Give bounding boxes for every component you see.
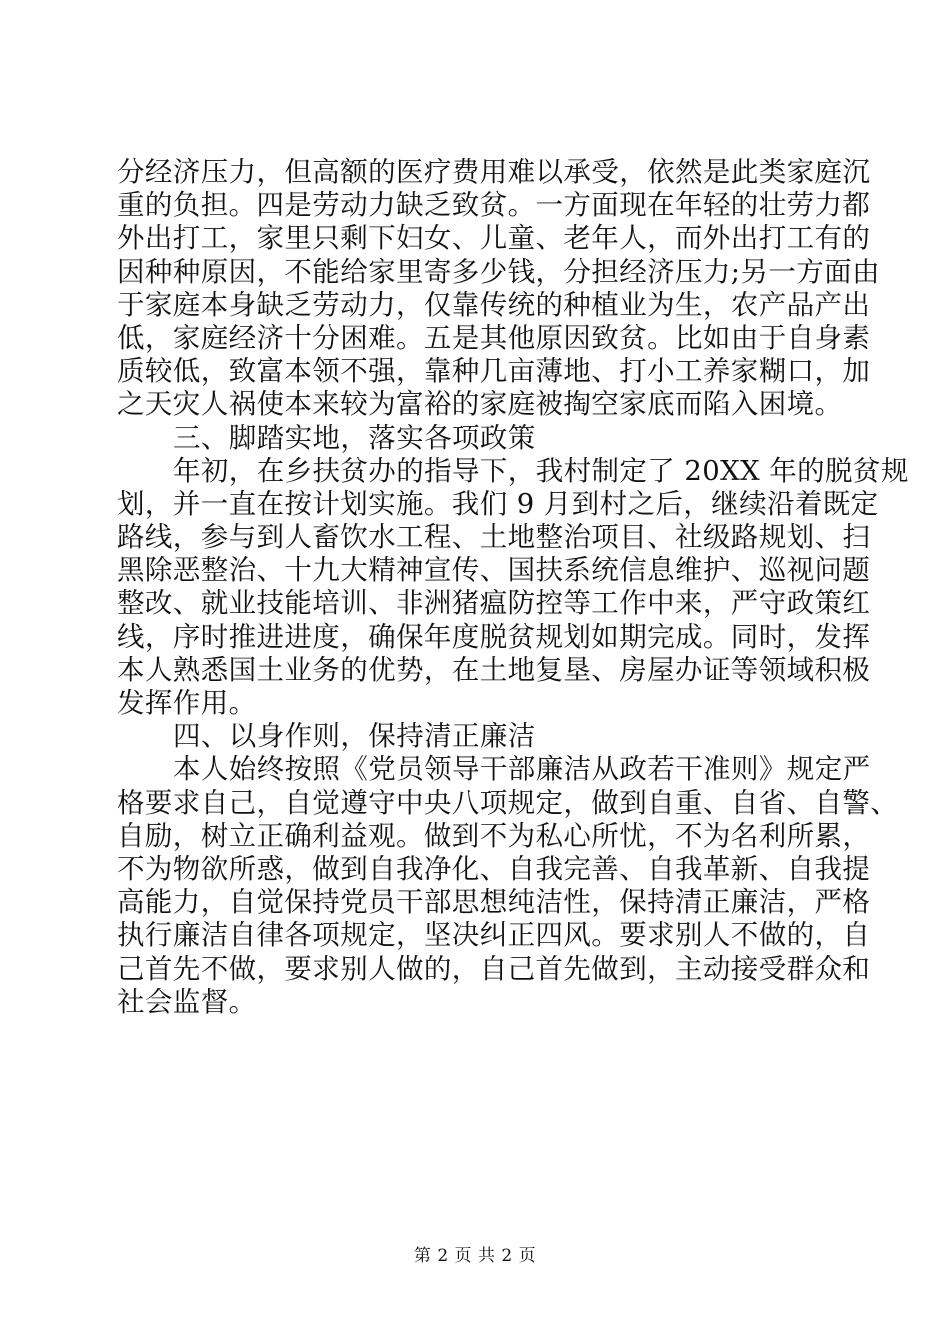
page-footer: 第 2 页 共 2 页 [413,1246,537,1266]
text-line: 划，并一直在按计划实施。我们 9 月到村之后，继续沿着既定 [117,487,879,520]
document-body [117,156,909,1019]
text-line: 重的负担。四是劳动力缺乏致贫。一方面现在年轻的壮劳力都 [117,189,871,222]
paragraph [117,753,899,1019]
text-line: 本人始终按照《党员领导干部廉洁从政若干准则》规定严 [173,753,871,786]
text-line: 低，家庭经济十分困难。五是其他原因致贫。比如由于自身素 [117,321,871,354]
text-line: 之天灾人祸使本来较为富裕的家庭被掏空家底而陷入困境。 [117,388,843,421]
text-line: 格要求自己，自觉遵守中央八项规定，做到自重、自省、自警、 [117,786,899,819]
text-line: 质较低，致富本领不强，靠种几亩薄地、打小工养家糊口，加 [117,355,871,388]
text-line: 分经济压力，但高额的医疗费用难以承受，依然是此类家庭沉 [117,156,871,188]
text-line: 四、以身作则，保持清正廉洁 [173,720,536,753]
text-line: 执行廉洁自律各项规定，坚决纠正四风。要求别人不做的，自 [117,919,871,952]
text-line: 年初，在乡扶贫办的指导下，我村制定了 20XX 年的脱贫规 [173,454,909,487]
text-line: 三、脚踏实地，落实各项政策 [173,421,536,454]
paragraph [117,422,837,455]
text-line: 己首先不做，要求别人做的，自己首先做到，主动接受群众和 [117,952,871,985]
text-line: 黑除恶整治、十九大精神宣传、国扶系统信息维护、巡视问题 [117,554,871,587]
text-line: 整改、就业技能培训、非洲猪瘟防控等工作中来，严守政策红 [117,587,871,620]
paragraph [117,454,909,721]
text-line: 本人熟悉国土业务的优势，在土地复垦、房屋办证等领域积极 [117,653,871,686]
paragraph [117,156,880,422]
text-line: 线，序时推进进度，确保年度脱贫规划如期完成。同时，发挥 [117,620,871,653]
text-line: 不为物欲所惑，做到自我净化、自我完善、自我革新、自我提 [117,852,871,885]
text-line: 因种种原因，不能给家里寄多少钱，分担经济压力;另一方面由 [117,255,880,288]
text-line: 路线，参与到人畜饮水工程、土地整治项目、社级路规划、扫 [117,521,871,554]
text-line: 外出打工，家里只剩下妇女、儿童、老年人，而外出打工有的 [117,222,871,255]
text-line: 自励，树立正确利益观。做到不为私心所忧，不为名利所累， [117,819,871,852]
text-line: 发挥作用。 [117,687,257,719]
text-line: 高能力，自觉保持党员干部思想纯洁性，保持清正廉洁，严格 [117,886,871,919]
text-line: 社会监督。 [117,985,257,1018]
text-line: 于家庭本身缺乏劳动力，仅靠传统的种植业为生，农产品产出 [117,288,871,321]
paragraph [117,720,837,753]
